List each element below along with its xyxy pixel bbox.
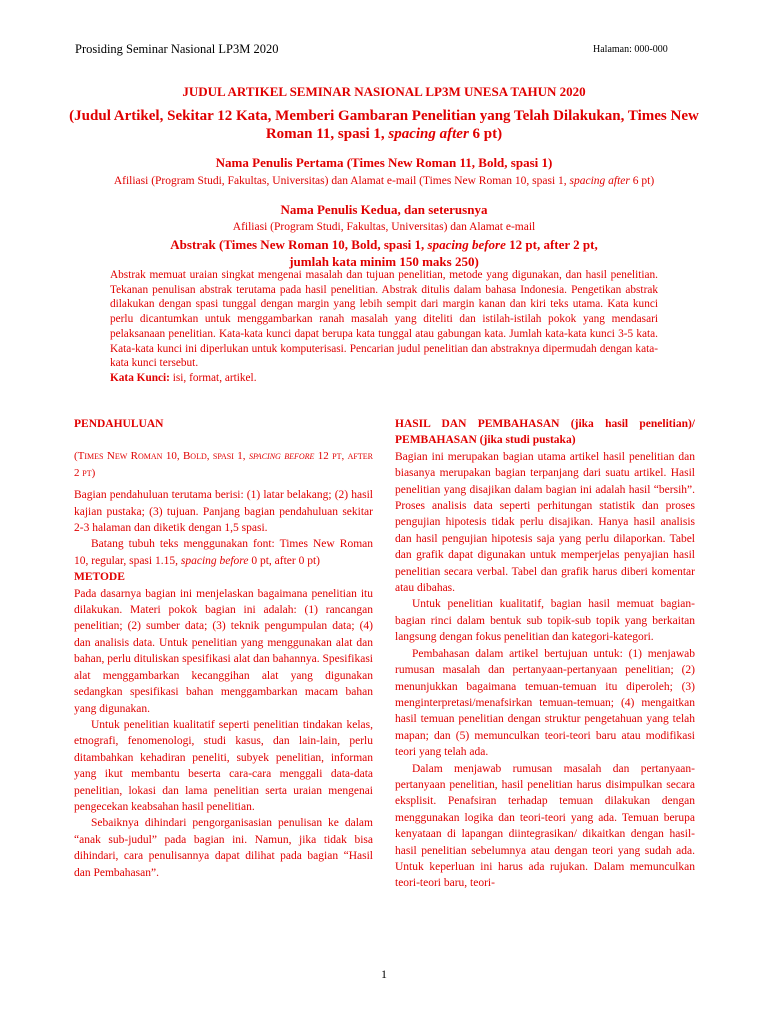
abstract-heading (60, 236, 708, 270)
right-column (395, 416, 695, 892)
abstract-heading-text-end: 12 pt, after 2 pt, (505, 237, 598, 252)
keywords: isi, format, artikel. (169, 371, 257, 384)
paragraph: Sebaiknya dihindari pengorganisasian penulisan ke dalam “anak sub-judul” pada bagian ini. Namun, jika tidak bisa dihindari, cara penulisannya dapat dilihat pada bagian “Hasil dan Pembahasan”. (74, 817, 373, 879)
paragraph (74, 536, 373, 569)
affiliation-text-end: 6 pt) (629, 175, 655, 187)
subtitle-text-end: 6 pt) (468, 126, 503, 142)
subtitle-italic: spacing after (388, 126, 469, 142)
format-note-text-end: 12 pt, after 2 pt) (74, 450, 373, 479)
section-heading-pendahuluan: PENDAHULUAN (74, 418, 164, 430)
paragraph: Pembahasan dalam artikel bertujuan untuk: (1) menjawab rumusan masalah dan pertanyaan-pertanyaan penelitian; (2) menunjukkan bagaimana temuan-temuan itu diperoleh; (3) menginterpretasi/menafsirkan temuan-temuan; (4) mengaitkan hasil temuan penelitian dengan struktur pengetahuan yang telah mapan; dan (5) memunculkan teori-teori baru atau modifikasi teori yang telah ada. (395, 647, 695, 759)
section-heading-metode: METODE (74, 571, 125, 584)
paragraph: Dalam menjawab rumusan masalah dan pertanyaan-pertanyaan penelitian, hasil penelitian harus disimpulkan secara eksplisit. Penafsiran terhadap temuan dilakukan dengan menggunakan logika dan teori-teori yang ada. Temuan berupa kenyataan di lapangan diintegrasikan/ dikaitkan dengan hasil-hasil penelitian sebelumnya atau dengan teori yang sudah ada. Untuk keperluan ini harus ada rujukan. Dalam memunculkan teori-teori baru, teori- (395, 762, 695, 890)
page-number: 1 (381, 967, 387, 981)
paragraph-italic: spacing before (180, 554, 249, 567)
left-column (74, 416, 373, 881)
abstract-heading-text: Abstrak (Times New Roman 10, Bold, spasi 1, (170, 237, 428, 252)
journal-header: Prosiding Seminar Nasional LP3M 2020 (75, 42, 279, 56)
subtitle-text: (Judul Artikel, Sekitar 12 Kata, Memberi Gambaran Penelitian yang Telah Dilakukan, Times New Roman 11, spasi 1, (69, 108, 699, 142)
keywords-label: Kata Kunci: (110, 371, 170, 384)
paragraph: Untuk penelitian kualitatif seperti penelitian tindakan kelas, etnografi, fenomenologi, studi kasus, dan lain-lain, perlu ditambahkan kehadiran peneliti, subyek penelitian, informan yang ikut membantu beserta cara-cara menggali data-data penelitian, lokasi dan lama penelitian serta uraian mengenai pengecekan keabsahan hasil penelitian. (74, 718, 373, 813)
paragraph-text: Batang tubuh teks menggunakan font: Times New Roman 10, regular, spasi 1.15, (74, 538, 373, 567)
abstract-text: Abstrak memuat uraian singkat mengenai masalah dan tujuan penelitian, metode yang digunakan, dan hasil penelitian. Tekanan penulisan abstrak terutama pada hasil penelitian. Abstrak ditulis dalam bahasa Indonesia. Pengetikan abstrak dilakukan dengan spasi tunggal dengan margin yang lebih sempit dari margin kanan dan kiri teks utama. Kata kunci perlu dicantumkan untuk menggambarkan ranah masalah yang diteliti dan istilah-istilah pokok yang mendasari pelaksanaan penelitian. Kata-kata kunci dapat berupa kata tunggal atau gabungan kata. Jumlah kata-kata kunci 3-5 kata. Kata-kata kunci ini diperlukan untuk komputerisasi. Pencarian judul penelitian dan abstraknya dipermudah dengan kata-kata kunci tersebut. (110, 269, 658, 370)
second-author-affiliation: Afiliasi (Program Studi, Fakultas, Universitas) dan Alamat e-mail (232, 221, 536, 233)
article-subtitle (60, 107, 708, 143)
page-range: Halaman: 000-000 (593, 44, 668, 55)
article-title: JUDUL ARTIKEL SEMINAR NASIONAL LP3M UNESA TAHUN 2020 (182, 84, 586, 99)
second-author: Nama Penulis Kedua, dan seterusnya (280, 202, 488, 217)
first-author-affiliation (60, 175, 708, 187)
format-note-text: (Times New Roman 10, Bold, spasi 1, (74, 450, 249, 463)
abstract-body (110, 268, 658, 386)
first-author: Nama Penulis Pertama (Times New Roman 11, Bold, spasi 1) (215, 155, 553, 170)
affiliation-italic: spacing after (569, 175, 630, 187)
section-heading-hasil: HASIL DAN PEMBAHASAN (jika hasil penelitian)/ PEMBAHASAN (jika studi pustaka) (395, 418, 695, 447)
affiliation-text: Afiliasi (Program Studi, Fakultas, Universitas) dan Alamat e-mail (Times New Roman 10, spasi 1, (113, 175, 570, 187)
format-note (74, 448, 373, 481)
paragraph: Untuk penelitian kualitatif, bagian hasil memuat bagian-bagian rinci dalam bentuk sub topik-sub topik yang berkaitan langsung dengan fokus penelitian dan kategori-kategori. (395, 598, 695, 644)
paragraph: Pada dasarnya bagian ini menjelaskan bagaimana penelitian itu dilakukan. Materi pokok bagian ini adalah: (1) rancangan penelitian; (2) sumber data; (3) teknik pengumpulan data; (4) dan analisis data. Untuk penelitian yang menggunakan alat dan bahan, perlu dituliskan spesifikasi alat dan bahannya. Spesifikasi alat menggambarkan kecanggihan alat yang digunakan sedangkan spesifikasi bahan menggambarkan macam bahan yang digunakan. (74, 587, 373, 715)
format-note-italic: spacing before (248, 450, 315, 463)
paragraph: Bagian pendahuluan terutama berisi: (1) latar belakang; (2) hasil kajian pustaka; (3) tujuan. Panjang bagian pendahuluan sekitar 2-3 halaman dan diketik dengan 1,5 spasi. (74, 489, 373, 535)
paragraph: Bagian ini merupakan bagian utama artikel hasil penelitian dan biasanya merupakan bagian terpanjang dari suatu artikel. Hasil penelitian yang disajikan dalam bagian ini adalah hasil “bersih”. Proses analisis data seperti perhitungan statistik dan proses pengujian hipotesis tidak perlu disajikan. Hanya hasil analisis dan hasil pengujian hipotesis saja yang perlu dilaporkan. Tabel dan grafik dapat digunakan untuk memperjelas penyajian hasil penelitian secara verbal. Tabel dan grafik harus diberi komentar atau dibahas. (395, 450, 695, 595)
abstract-heading-italic: spacing before (427, 237, 506, 252)
abstract-heading-line2: jumlah kata minim 150 maks 250) (289, 254, 479, 269)
paragraph-text-end: 0 pt, after 0 pt) (248, 554, 321, 567)
